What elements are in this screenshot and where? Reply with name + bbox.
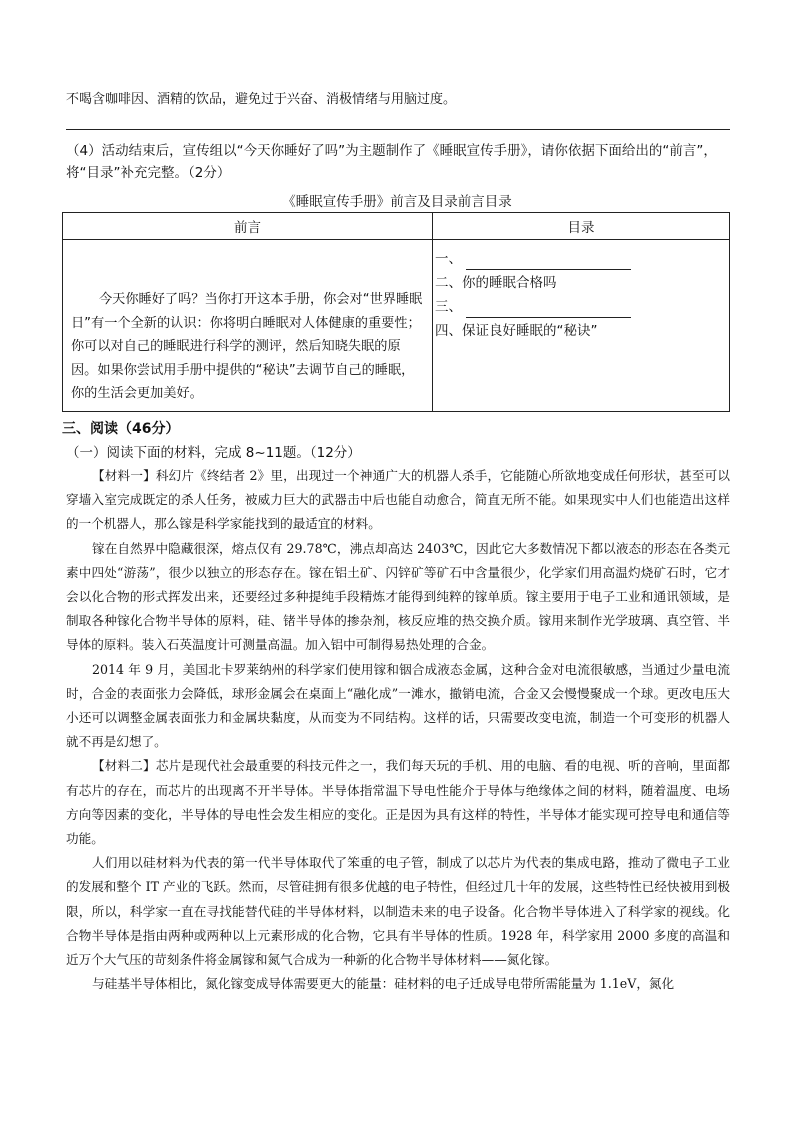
toc-item-3: 三、 [435,294,729,318]
answer-blank-3[interactable] [466,303,631,318]
material1-para-2: 镓在自然界中隐藏很深，熔点仅有 29.78℃，沸点却高达 2403℃，因此它大多数情况下都以液态的形态在各类元素中四处“游荡”，很少以独立的形态存在。镓在铝土矿、闪锌矿等矿石中含量很少，化学家们用高温灼烧矿石时，它才会以化合物的形式挥发出来，还要经过多种提纯手段精炼才能得到纯粹的镓单质。镓主要用于电子工业和通讯领域，是制取各种镓化合物半导体的原料，硅、锗半导体的掺杂剂，核反应堆的热交换介质。镓用来制作光学玻璃、真空管、半导体的原料。装入石英温度计可测量高温。加入铝中可制得易热处理的合金。 [66,540,730,653]
material1-para-3: 2014 年 9 月，美国北卡罗莱纳州的科学家们使用镓和铟合成液态金属，这种合金对电流很敏感，当通过少量电流时，合金的表面张力会降低，球形金属会在桌面上“融化成”一滩水，撤销电流，合金又会慢慢聚成一个球。更改电压大小还可以调整金属表面张力和金属块黏度，从而变为不同结构。这样的话，只需要改变电流，制造一个可变形的机器人就不再是幻想了。 [66,661,730,750]
material1-para-1: 【材料一】科幻片《终结者 2》里，出现过一个神通广大的机器人杀手，它能随心所欲地变成任何形状，甚至可以穿墙入室完成既定的杀人任务，被威力巨大的武器击中后也能自动愈合，简直无所不能。如果现实中人们也能造出这样的一个机器人，那么镓是科学家能找到的最适宜的材料。 [66,468,730,532]
preface-toc-table [62,212,730,412]
toc-item-2: 二、你的睡眠合格吗 [435,275,557,291]
toc-cell [433,240,730,412]
header-preface: 前言 [63,213,433,240]
toc-item-1: 一、 [435,246,729,270]
toc-item-4: 四、保证良好睡眠的“秘诀” [435,323,598,339]
preface-cell [63,240,433,412]
top-text-line: 不喝含咖啡因、酒精的饮品，避免过于兴奋、消极情绪与用脑过度。 [66,92,457,107]
header-toc: 目录 [433,213,730,240]
material2-para-2: 人们用以硅材料为代表的第一代半导体取代了笨重的电子管，制成了以芯片为代表的集成电路，推动了微电子工业的发展和整个 IT 产业的飞跃。然而，尽管硅拥有很多优越的电子特性，但经过几十年的发展，这些特性已经快被用到极限，所以，科学家一直在寻找能替代硅的半导体材料，以制造未来的电子设备。化合物半导体进入了科学家的视线。化合物半导体是指由两种或两种以上元素形成的化合物，它具有半导体的性质。1928 年，科学家用 2000 多度的高温和近万个大气压的苛刻条件将金属镓和氮气合成为一种新的化合物半导体材料——氮化镓。 [66,855,730,968]
part-1-title: （一）阅读下面的材料，完成 8~11题。（12分） [66,445,361,461]
preface-text: 今天你睡好了吗？当你打开这本手册，你会对“世界睡眠日”有一个全新的认识：你将明白睡眠对人体健康的重要性；你可以对自己的睡眠进行科学的测评，然后知晓失眠的原因。如果你尝试用手册中提供的“秘诀”去调节自己的睡眠，你的生活会更加美好。 [71,292,423,401]
divider-line [66,129,730,130]
section-3-title: 三、阅读（46分） [62,421,180,437]
table-caption: 《睡眠宣传手册》前言及目录前言目录 [282,194,512,210]
reading-material [66,464,730,996]
question-4: （4）活动结束后，宣传组以“今天你睡好了吗”为主题制作了《睡眠宣传手册》，请你依据下面给出的“前言”，将“目录”补充完整。（2分） [66,143,717,181]
material2-para-1: 【材料二】芯片是现代社会最重要的科技元件之一，我们每天玩的手机、用的电脑、看的电视、听的音响，里面都有芯片的存在，而芯片的出现离不开半导体。半导体指常温下导电性能介于导体与绝缘体之间的材料，随着温度、电场方向等因素的变化，半导体的导电性会发生相应的变化。正是因为具有这样的特性，半导体才能实现可控导电和通信等功能。 [66,758,731,847]
answer-blank-1[interactable] [466,255,631,270]
material2-para-3: 与硅基半导体相比，氮化镓变成导体需要更大的能量：硅材料的电子迁成导电带所需能量为 1.1eV，氮化 [92,976,675,992]
